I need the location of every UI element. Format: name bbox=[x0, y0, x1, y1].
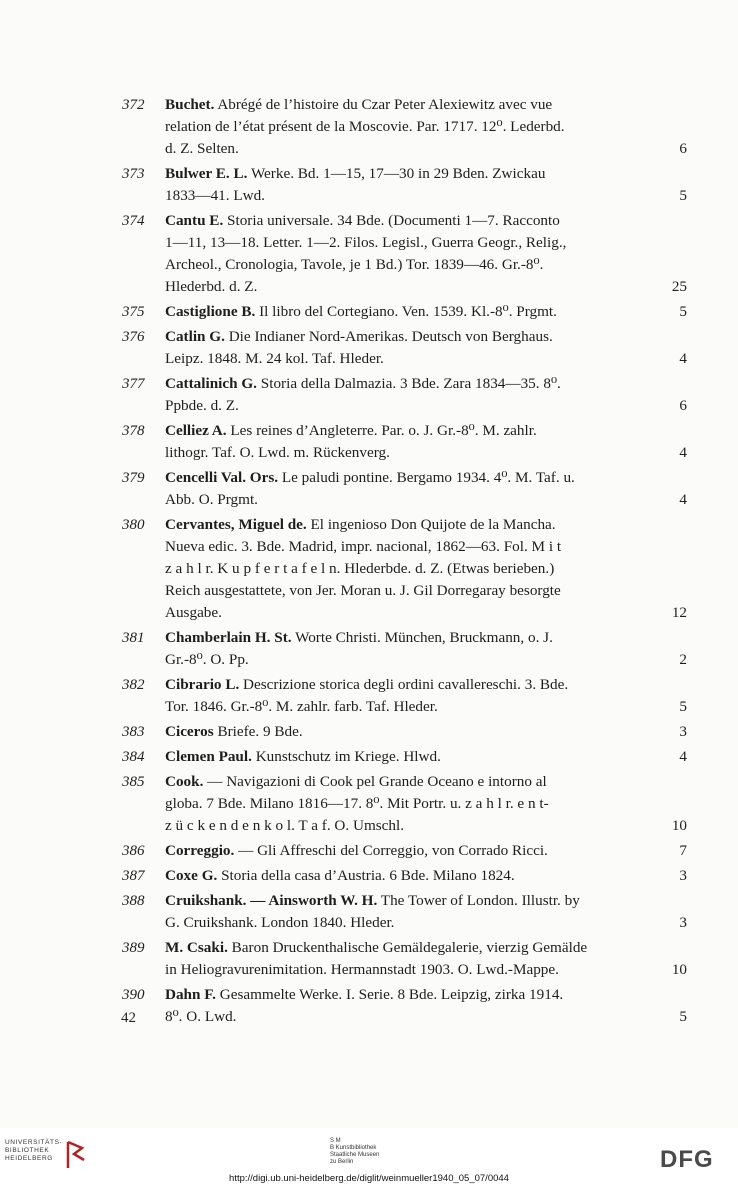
entry-line bbox=[165, 771, 687, 793]
lot-number: 390 bbox=[122, 987, 145, 1003]
entry-text bbox=[165, 793, 549, 815]
entry-price: 2 bbox=[679, 651, 687, 668]
catalog-entry bbox=[0, 721, 738, 743]
entry-description: Abrégé de l’histoire du Czar Peter Alexiewitz avec vue bbox=[214, 96, 553, 113]
entry-line bbox=[165, 395, 687, 417]
entry-author: Cibrario L. bbox=[165, 676, 240, 693]
entry-author: Cruikshank. — Ainsworth W. H. bbox=[165, 892, 378, 909]
entry-price bbox=[673, 210, 687, 232]
entry-price: 5 bbox=[679, 698, 687, 715]
catalog-entry bbox=[0, 210, 738, 298]
entry-description: — Gli Affreschi del Correggio, von Corrado Ricci. bbox=[234, 842, 548, 859]
entry-price bbox=[673, 420, 687, 442]
entry-price: 4 bbox=[679, 748, 687, 765]
entry-price bbox=[673, 326, 687, 348]
entry-line bbox=[165, 94, 687, 116]
entry-text bbox=[165, 395, 239, 417]
entry-author: Cantu E. bbox=[165, 212, 224, 229]
entry-line bbox=[165, 163, 687, 185]
sm-line: S M bbox=[330, 1138, 341, 1144]
entry-description: The Tower of London. Illustr. by bbox=[377, 892, 580, 909]
catalog-entry bbox=[0, 514, 738, 624]
lot-number: 387 bbox=[122, 868, 145, 884]
entry-text bbox=[165, 840, 548, 862]
entry-author: Cattalinich G. bbox=[165, 375, 257, 392]
kunstbibliothek-label bbox=[330, 1138, 410, 1166]
entry-description: El ingenioso Don Quijote de la Mancha. bbox=[306, 516, 556, 533]
entry-line bbox=[165, 467, 687, 489]
entry-description: — Navigazioni di Cook pel Grande Oceano e intorno al bbox=[203, 773, 547, 790]
entry-text bbox=[165, 301, 557, 323]
entry-price: 5 bbox=[679, 1008, 687, 1025]
uni-line-3: HEIDELBERG bbox=[5, 1155, 53, 1162]
entry-text bbox=[165, 536, 561, 558]
entry-author: Chamberlain H. St. bbox=[165, 629, 292, 646]
entry-line bbox=[165, 602, 687, 624]
entry-description: Storia della casa d’Austria. 6 Bde. Milano 1824. bbox=[217, 867, 515, 884]
lot-number: 379 bbox=[122, 470, 145, 486]
lot-number: 375 bbox=[122, 304, 145, 320]
catalog-entry bbox=[0, 467, 738, 511]
lot-number: 378 bbox=[122, 423, 145, 439]
uni-line-1: UNIVERSITÄTS- bbox=[5, 1139, 63, 1146]
catalog-entry bbox=[0, 771, 738, 837]
entry-author: Correggio. bbox=[165, 842, 235, 859]
dfg-logo: DFG bbox=[660, 1146, 714, 1173]
entry-line bbox=[165, 558, 687, 580]
entry-price bbox=[673, 254, 687, 276]
entry-price bbox=[673, 514, 687, 536]
entry-description: Worte Christi. München, Bruckmann, o. J. bbox=[291, 629, 553, 646]
entry-line bbox=[165, 373, 687, 395]
entry-description: Leipz. 1848. M. 24 kol. Taf. Hleder. bbox=[165, 350, 384, 367]
entry-text bbox=[165, 373, 561, 395]
entry-line bbox=[165, 138, 687, 160]
catalog-entry bbox=[0, 890, 738, 934]
entry-description: 8⁰. O. Lwd. bbox=[165, 1008, 237, 1025]
entry-price: 6 bbox=[679, 397, 687, 414]
catalog-entry bbox=[0, 746, 738, 768]
entry-author: M. Csaki. bbox=[165, 939, 228, 956]
lot-number: 374 bbox=[122, 213, 145, 229]
entry-description: z ü c k e n d e n k o l. T a f. O. Umschl. bbox=[165, 817, 405, 834]
entry-text bbox=[165, 514, 556, 536]
auction-catalog-list bbox=[0, 94, 738, 1031]
catalog-entry bbox=[0, 301, 738, 323]
entry-description: G. Cruikshank. London 1840. Hleder. bbox=[165, 914, 395, 931]
entry-text bbox=[165, 865, 515, 887]
entry-description: Descrizione storica degli ordini cavallereschi. 3. Bde. bbox=[239, 676, 569, 693]
entry-line bbox=[165, 514, 687, 536]
entry-price: 7 bbox=[679, 842, 687, 859]
entry-description: 1833—41. Lwd. bbox=[165, 187, 265, 204]
entry-price bbox=[673, 94, 687, 116]
entry-description: 1—11, 13—18. Letter. 1—2. Filos. Legisl., Guerra Geogr., Relig., bbox=[165, 234, 567, 251]
entry-author: Buchet. bbox=[165, 96, 215, 113]
entry-price: 25 bbox=[671, 278, 687, 295]
entry-author: Cook. bbox=[165, 773, 204, 790]
entry-line bbox=[165, 276, 687, 298]
entry-price: 10 bbox=[671, 817, 687, 834]
entry-description: Storia universale. 34 Bde. (Documenti 1—7. Racconto bbox=[223, 212, 560, 229]
entry-description: Le paludi pontine. Bergamo 1934. 4⁰. M. Taf. u. bbox=[278, 469, 575, 486]
entry-price: 6 bbox=[679, 140, 687, 157]
entry-price bbox=[673, 116, 687, 138]
entry-price: 4 bbox=[679, 444, 687, 461]
entry-line bbox=[165, 890, 687, 912]
kb-line-3: zu Berlin bbox=[330, 1159, 354, 1165]
entry-description: Ausgabe. bbox=[165, 604, 222, 621]
source-url-link[interactable]: http://digi.ub.uni-heidelberg.de/diglit/weinmueller1940_05_07/0044 bbox=[229, 1173, 509, 1184]
entry-price: 3 bbox=[679, 914, 687, 931]
entry-text bbox=[165, 326, 553, 348]
entry-line bbox=[165, 793, 687, 815]
entry-text bbox=[165, 185, 265, 207]
entry-text bbox=[165, 1006, 236, 1028]
lot-number: 389 bbox=[122, 940, 145, 956]
entry-line bbox=[165, 865, 687, 887]
lot-number: 380 bbox=[122, 517, 145, 533]
entry-description: Werke. Bd. 1—15, 17—30 in 29 Bden. Zwickau bbox=[247, 165, 546, 182]
entry-description: lithogr. Taf. O. Lwd. m. Rückenverg. bbox=[165, 444, 390, 461]
entry-line bbox=[165, 912, 687, 934]
entry-author: Cervantes, Miguel de. bbox=[165, 516, 307, 533]
entry-price bbox=[673, 771, 687, 793]
entry-author: Ciceros bbox=[165, 723, 214, 740]
entry-text bbox=[165, 348, 384, 370]
entry-text bbox=[165, 489, 258, 511]
entry-line bbox=[165, 815, 687, 837]
entry-text bbox=[165, 674, 568, 696]
entry-author: Celliez A. bbox=[165, 422, 227, 439]
entry-price: 3 bbox=[679, 723, 687, 740]
entry-text bbox=[165, 254, 543, 276]
catalog-entry bbox=[0, 627, 738, 671]
entry-line bbox=[165, 210, 687, 232]
entry-price bbox=[673, 890, 687, 912]
entry-description: Archeol., Cronologia, Tavole, je 1 Bd.) Tor. 1839—46. Gr.-8⁰. bbox=[165, 256, 544, 273]
lot-number: 377 bbox=[122, 376, 145, 392]
entry-description: Hlederbd. d. Z. bbox=[165, 278, 258, 295]
entry-text bbox=[165, 94, 552, 116]
lot-number: 373 bbox=[122, 166, 145, 182]
entry-description: Storia della Dalmazia. 3 Bde. Zara 1834—35. 8⁰. bbox=[256, 375, 561, 392]
entry-line bbox=[165, 674, 687, 696]
entry-line bbox=[165, 840, 687, 862]
entry-price bbox=[673, 232, 687, 254]
entry-line bbox=[165, 301, 687, 323]
entry-description: Gesammelte Werke. I. Serie. 8 Bde. Leipzig, zirka 1914. bbox=[215, 986, 564, 1003]
entry-text bbox=[165, 580, 561, 602]
catalog-entry bbox=[0, 984, 738, 1028]
kb-line-2: Staatliche Museen bbox=[330, 1152, 380, 1158]
entry-author: Cencelli Val. Ors. bbox=[165, 469, 279, 486]
lot-number: 376 bbox=[122, 329, 145, 345]
entry-text bbox=[165, 937, 587, 959]
entry-text bbox=[165, 210, 560, 232]
entry-text bbox=[165, 696, 438, 718]
page-number: 42 bbox=[121, 1010, 136, 1026]
entry-description: in Heliogravurenimitation. Hermannstadt 1903. O. Lwd.-Mappe. bbox=[165, 961, 559, 978]
catalog-entry bbox=[0, 937, 738, 981]
entry-line bbox=[165, 1006, 687, 1028]
entry-description: Kunstschutz im Kriege. Hlwd. bbox=[251, 748, 441, 765]
entry-text bbox=[165, 602, 222, 624]
catalog-entry bbox=[0, 840, 738, 862]
catalog-entry bbox=[0, 326, 738, 370]
entry-price: 5 bbox=[679, 303, 687, 320]
catalog-entry bbox=[0, 420, 738, 464]
lot-number: 384 bbox=[122, 749, 145, 765]
entry-description: Briefe. 9 Bde. bbox=[213, 723, 303, 740]
entry-price: 3 bbox=[679, 867, 687, 884]
entry-description: relation de l’état présent de la Moscovie. Par. 1717. 12⁰. Lederbd. bbox=[165, 118, 565, 135]
entry-text bbox=[165, 163, 545, 185]
entry-price bbox=[673, 536, 687, 558]
entry-text bbox=[165, 771, 547, 793]
lot-number: 388 bbox=[122, 893, 145, 909]
entry-price: 4 bbox=[679, 350, 687, 367]
entry-description: Il libro del Cortegiano. Ven. 1539. Kl.-8⁰. Prgmt. bbox=[255, 303, 557, 320]
entry-price bbox=[673, 163, 687, 185]
entry-description: Gr.-8⁰. O. Pp. bbox=[165, 651, 249, 668]
entry-price bbox=[673, 984, 687, 1006]
catalog-entry bbox=[0, 373, 738, 417]
entry-line bbox=[165, 746, 687, 768]
university-logo-icon bbox=[64, 1140, 88, 1170]
entry-line bbox=[165, 536, 687, 558]
entry-text bbox=[165, 232, 566, 254]
lot-number: 381 bbox=[122, 630, 145, 646]
lot-number: 385 bbox=[122, 774, 145, 790]
entry-author: Clemen Paul. bbox=[165, 748, 252, 765]
entry-text bbox=[165, 467, 575, 489]
entry-description: Abb. O. Prgmt. bbox=[165, 491, 258, 508]
entry-description: Nueva edic. 3. Bde. Madrid, impr. nacional, 1862—63. Fol. M i t bbox=[165, 538, 562, 555]
entry-line bbox=[165, 348, 687, 370]
entry-line bbox=[165, 721, 687, 743]
entry-description: z a h l r. K u p f e r t a f e l n. Hlederbde. d. Z. (Etwas berieben.) bbox=[165, 560, 555, 577]
entry-author: Bulwer E. L. bbox=[165, 165, 248, 182]
entry-line bbox=[165, 326, 687, 348]
entry-price bbox=[673, 580, 687, 602]
entry-text bbox=[165, 746, 441, 768]
entry-line bbox=[165, 185, 687, 207]
entry-line bbox=[165, 580, 687, 602]
entry-description: Ppbde. d. Z. bbox=[165, 397, 239, 414]
entry-author: Coxe G. bbox=[165, 867, 218, 884]
entry-description: Reich ausgestattete, von Jer. Moran u. J. Gil Dorregaray besorgte bbox=[165, 582, 561, 599]
entry-description: Tor. 1846. Gr.-8⁰. M. zahlr. farb. Taf. Hleder. bbox=[165, 698, 438, 715]
entry-text bbox=[165, 721, 303, 743]
entry-text bbox=[165, 116, 565, 138]
entry-line bbox=[165, 420, 687, 442]
entry-text bbox=[165, 558, 554, 580]
catalog-entry bbox=[0, 674, 738, 718]
entry-price bbox=[673, 793, 687, 815]
lot-number: 386 bbox=[122, 843, 145, 859]
entry-price bbox=[673, 467, 687, 489]
entry-text bbox=[165, 627, 553, 649]
entry-text bbox=[165, 420, 537, 442]
entry-text bbox=[165, 912, 394, 934]
entry-price bbox=[673, 373, 687, 395]
entry-description: Baron Druckenthalische Gemäldegalerie, vierzig Gemälde bbox=[227, 939, 588, 956]
lot-number: 382 bbox=[122, 677, 145, 693]
catalog-entry bbox=[0, 94, 738, 160]
catalog-entry bbox=[0, 865, 738, 887]
kb-line-1: B Kunstbibliothek bbox=[330, 1145, 377, 1151]
entry-line bbox=[165, 984, 687, 1006]
entry-price: 4 bbox=[679, 491, 687, 508]
entry-line bbox=[165, 116, 687, 138]
entry-author: Catlin G. bbox=[165, 328, 225, 345]
lot-number: 383 bbox=[122, 724, 145, 740]
entry-line bbox=[165, 627, 687, 649]
entry-text bbox=[165, 442, 390, 464]
entry-price: 5 bbox=[679, 187, 687, 204]
entry-text bbox=[165, 649, 249, 671]
entry-line bbox=[165, 937, 687, 959]
entry-text bbox=[165, 276, 257, 298]
entry-text bbox=[165, 984, 563, 1006]
entry-text bbox=[165, 959, 559, 981]
entry-line bbox=[165, 254, 687, 276]
uni-line-2: BIBLIOTHEK bbox=[5, 1147, 50, 1154]
entry-price: 10 bbox=[671, 961, 687, 978]
entry-price bbox=[673, 674, 687, 696]
entry-description: d. Z. Selten. bbox=[165, 140, 239, 157]
entry-author: Castiglione B. bbox=[165, 303, 256, 320]
entry-line bbox=[165, 959, 687, 981]
entry-line bbox=[165, 489, 687, 511]
entry-price bbox=[673, 627, 687, 649]
entry-author: Dahn F. bbox=[165, 986, 216, 1003]
entry-description: Die Indianer Nord-Amerikas. Deutsch von Berghaus. bbox=[224, 328, 553, 345]
entry-line bbox=[165, 442, 687, 464]
entry-price: 12 bbox=[671, 604, 687, 621]
entry-description: Les reines d’Angleterre. Par. o. J. Gr.-8⁰. M. zahlr. bbox=[226, 422, 537, 439]
entry-price bbox=[673, 937, 687, 959]
entry-text bbox=[165, 815, 404, 837]
lot-number: 372 bbox=[122, 97, 145, 113]
catalog-entry bbox=[0, 163, 738, 207]
entry-text bbox=[165, 138, 239, 160]
entry-description: globa. 7 Bde. Milano 1816—17. 8⁰. Mit Portr. u. z a h l r. e n t- bbox=[165, 795, 549, 812]
university-library-label bbox=[5, 1139, 62, 1163]
entry-line bbox=[165, 649, 687, 671]
entry-line bbox=[165, 232, 687, 254]
entry-line bbox=[165, 696, 687, 718]
entry-text bbox=[165, 890, 580, 912]
entry-price bbox=[673, 558, 687, 580]
